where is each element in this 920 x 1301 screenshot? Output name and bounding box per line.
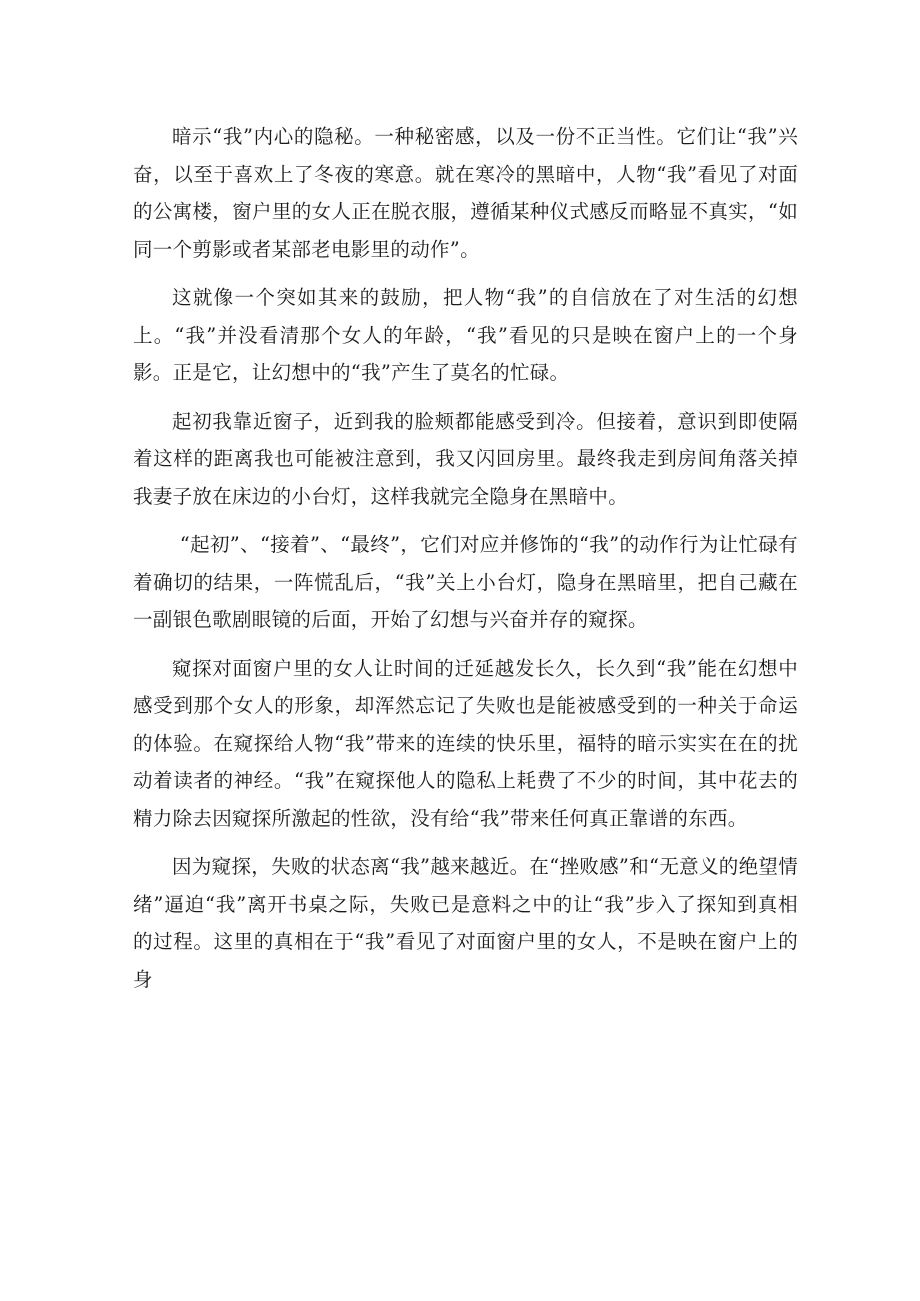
paragraph-4: “起初”、“接着”、“最终”，它们对应并修饰的“我”的动作行为让忙碌有着确切的结果，一阵慌乱后，“我”关上小台灯，隐身在黑暗里，把自己藏在一副银色歌剧眼镜的后面，开始了幻想与兴奋并存的窥探。	[133, 533, 798, 631]
document-body	[133, 118, 798, 1009]
paragraph-6: 因为窥探，失败的状态离“我”越来越近。在“挫败感”和“无意义的绝望情绪”逼迫“我”离开书桌之际，失败已是意料之中的让“我”步入了探知到真相的过程。这里的真相在于“我”看见了对面窗户里的女人，不是映在窗户上的身	[133, 855, 798, 991]
paragraph-3: 起初我靠近窗子，近到我的脸颊都能感受到冷。但接着，意识到即使隔着这样的距离我也可能被注意到，我又闪回房里。最终我走到房间角落关掉我妻子放在床边的小台灯，这样我就完全隐身在黑暗中。	[133, 409, 798, 508]
paragraph-2: 这就像一个突如其来的鼓励，把人物“我”的自信放在了对生活的幻想上。“我”并没看清那个女人的年龄，“我”看见的只是映在窗户上的一个身影。正是它，让幻想中的“我”产生了莫名的忙碌。	[133, 286, 798, 384]
paragraph-5: 窥探对面窗户里的女人让时间的迁延越发长久，长久到“我”能在幻想中感受到那个女人的形象，却浑然忘记了失败也是能被感受到的一种关于命运的体验。在窥探给人物“我”带来的连续的快乐里，福特的暗示实实在在的扰动着读者的神经。“我”在窥探他人的隐私上耗费了不少的时间，其中花去的精力除去因窥探所激起的性欲，没有给“我”带来任何真正靠谱的东西。	[133, 656, 798, 830]
paragraph-1: 暗示“我”内心的隐秘。一种秘密感，以及一份不正当性。它们让“我”兴奋，以至于喜欢上了冬夜的寒意。就在寒冷的黑暗中，人物“我”看见了对面的公寓楼，窗户里的女人正在脱衣服，遵循某种仪式感反而略显不真实，“如同一个剪影或者某部老电影里的动作”。	[133, 125, 798, 261]
